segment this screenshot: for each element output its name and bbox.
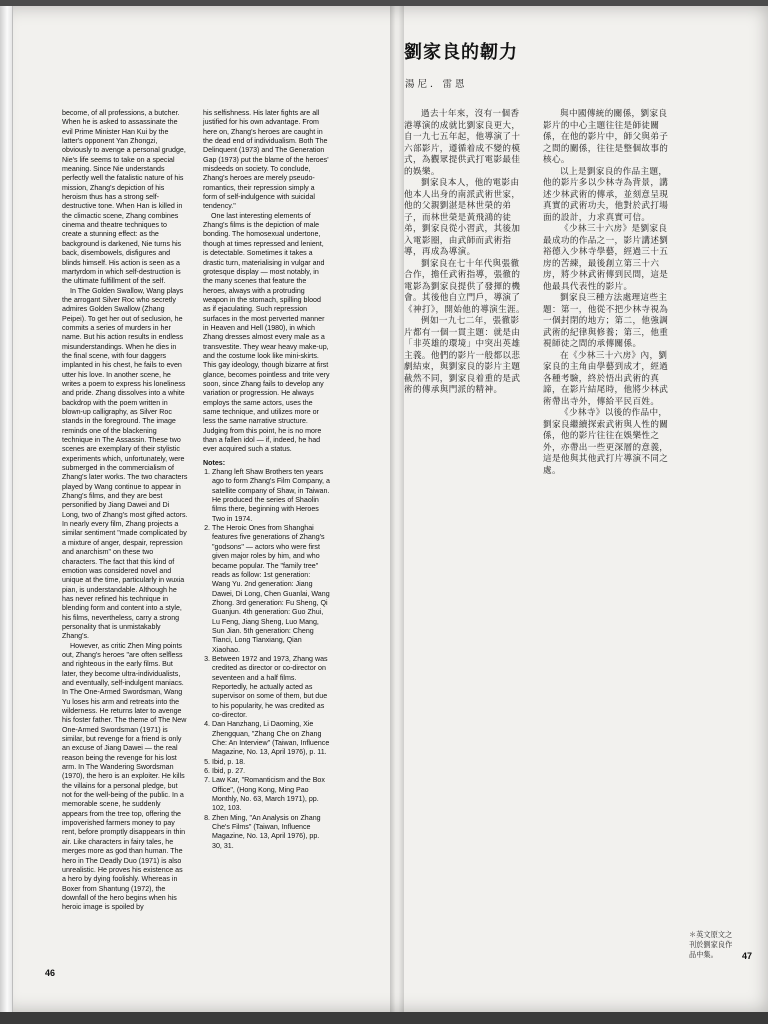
paragraph: In The Golden Swallow, Wang plays the arrogant Silver Roc who secretly admires Golden Swallow (Zhang Peipei). To get her out of seclusion, he commits a series of murders in her name. But his action results in endless misunderstandings. When he dies in the final scene, with four daggers implanted in his chest, he fails to even utter his love. In another scene, he writes a poem to express his loneliness and pride. Zhang dissolves into a white backdrop with the poem written in blown-up calligraphy, as Silver Roc stands in the foreground. The image reminds one of the blackening technique in The Assassin. These two scenes are exemplary of their stylistic experiments which, unfortunately, were submerged in the commercialism of Zhang's later works. The two characters played by Wang continue to appear in Zhang's films, and they are best personified by Jiang Dawei and Di Long, two of Zhang's most gifted actors. In nearly every film, Zhang projects a similar sentiment "made complicated by a mixture of anger, despair, repression and anarchism" on these two characters. The fact that this kind of emotion was considered novel and unique at the time, particularly in wuxia pian, is understandable. Although he has never refined his technique in blending form and content into a style, his films, nevertheless, carry a strong personality that is unmistakably Zhang's. [62,286,188,641]
notes-list [203,468,330,851]
paragraph: 以上是劉家良的作品主題，他的影片多以少林寺為背景，講述少林武術的傳承，並刻意呈現真實的武術功夫，他對於武打場面的設計，力求真實可信。 [543,166,669,223]
note-item: 3. Between 1972 and 1973, Zhang was credited as director or co-director on seventeen and a half films. Reportedly, he actually acted as supervisor on some of them, but due to his popularity, he was credited as co-director. [212,655,330,720]
paragraph: One last interesting elements of Zhang's films is the depiction of male bonding. The homosexual undertone, though at times repressed and lenient, is detectable. Sometimes it takes a drastic turn, materialising in vulgar and grotesque display — most notably, in the many scenes that feature the heroes, always with a protruding weapon in the stomach, spilling blood as if ejaculating. Such repression surfaces in the most perverted manner in Heaven and Hell (1980), in which Zhang dresses almost every male as a transvestite. They wear heavy make-up, and the costume look like mini-skirts. This gay ideology, though bizarre at first glance, becomes pointless and trite very soon, since Zhang fails to develop any variation or progression. He always employs the same actors, uses the same technique, and utilizes more or less the same narrative structure. Judging from this point, he is no more than a fallen idol — if, indeed, he had ever acquired such a status. [203,211,330,454]
paragraph: his selfishness. His later fights are all justified for his own advantage. From here on, Zhang's heroes are caught in the dead end of individualism. Both The Delinquent (1973) and The Generation Gap (1973) put the blame of the heroes' misdeeds on society. To conclude, Zhang's heroes are merely pseudo-romantics, their repression simply a form of self-indulgence with suicidal tendency." [203,109,329,211]
note-item: 2. The Heroic Ones from Shanghai features five generations of Zhang's "godsons" — actors who were first given major roles by him, and who became popular. The "family tree" reads as follow: 1st generation: Wang Yu. 2nd generation: Jiang Dawei, Di Long, Chen Guanlai, Wang Zhong. 3rd generation: Fu Sheng, Qi Guanjun. 4th generation: Guo Zhui, Lu Feng, Jiang Sheng, Luo Mang, Sun Jian. 5th generation: Cheng Tianci, Long Tianxiang, Qian Xiaohao. [212,524,330,655]
paragraph: However, as critic Zhen Ming points out, Zhang's heroes "are often selfless and righteous in the early films. But later, they become ultra-individualists, and eventually, self-indulgent maniacs. In The One-Armed Swordsman, Wang Yu loses his arm and retreats into the wilderness. He returns later to avenge his foster father. The theme of The New One-Armed Swordsman (1971) is similar, but revenge for a friend is only an excuse of Jiang Dawei — the real reason being the revenge for his lost arm. In The Wandering Swordsman (1970), the hero is an exploiter. He kills the villains for a personal pledge, but not for the well-being of the public. In a memorable scene, he suddenly appears from the tree top, offering the impoverished farmers money to pay rent, before promptly disappears in thin air. Like characters in fairy tales, he merges more as god than human. The hero in The Deadly Duo (1971) is also unrealistic. He proves his existence as a hero by dying foolishly. Whereas in Boxer from Shantung (1972), the downfall of the hero begins when his heroic image is spoiled by [62,641,187,912]
paragraph: become, of all professions, a butcher. When he is asked to assassinate the evil Prime Minister Han Kui by the latter's opponent Yan Zhongzi, obviously to avenge a personal grudge, Nie's life seems to take on a special meaning. Since Nie understands perfectly well the fatalistic nature of his mission, Zhang's depiction of his heroism thus has a strong self-destructive tone. When Han is killed in the climactic scene, Zhang combines cinema and theatre techniques to create a stunning effect: as the background is darkened, Nie turns his back, disembowels, disfigures and blinds himself. His action is seen as a martyrdom in which self-destruction is the ultimate fulfillment of the self. [62,109,186,286]
page-stack-edge [0,6,13,1012]
book-gutter [390,6,404,1012]
magazine-spread [0,6,768,1012]
note-item: 7. Law Kar, "Romanticism and the Box Office", (Hong Kong, Ming Pao Monthly, No. 63, March 1971), pp. 102, 103. [212,776,330,813]
paragraph: 與中國傳統的關係，劉家良影片的中心主題往往是師徒關係，在他的影片中，師父與弟子之間的關係，往往是整個故事的核心。 [543,109,669,165]
paragraph: 過去十年來，沒有一個香港導演的成就比劉家良更大，自一九七五年起，他導演了十六部影片，遵循着成不變的模式，為觀眾提供武打電影最佳的娛樂。 [404,109,521,177]
scan-bottom-edge [0,1012,768,1024]
article-author: 湯尼．雷恩 [405,79,468,90]
paragraph: 在《少林三十六房》內，劉家良的主角由學藝到成才，經過各種考驗，終於悟出武術的真諦，在影片結尾時，他將少林武術帶出寺外，傳給平民百姓。 [543,350,669,407]
note-item: 8. Zhen Ming, "An Analysis on Zhang Che's Films" (Taiwan, Influence Magazine, No. 13, April 1976), pp. 30, 31. [212,814,330,851]
paragraph: 《少林寺》以後的作品中，劉家良繼續探索武術與人性的關係，他的影片往往在娛樂性之外，亦帶出一些更深層的意義，這是他與其他武打片導演不同之處。 [543,408,669,476]
side-note: ＊英文原文之刊於劉家良作品中集。 [689,930,733,959]
paragraph: 劉家良在七十年代與張徹合作，擔任武術指導，張徹的電影為劉家良提供了發揮的機會。其後他自立門戶，導演了《神打》，開始他的導演生涯。 [404,258,525,315]
note-item: 4. Dan Hanzhang, Li Daoming, Xie Zhengquan, "Zhang Che on Zhang Che: An Interview" (Taiwan, Influence Magazine, No. 13, April 1976), p. 11. [212,720,330,757]
note-item: 5. Ibid, p. 18. [212,758,330,767]
article-title: 劉家良的韌力 [404,42,518,63]
right-column-2 [543,109,672,477]
paragraph: 劉家良三種方法處理這些主題：第一，他從不把少林寺視為一個封閉的地方；第二，他強調武術的紀律與修養；第三，他重視師徒之間的承傳關係。 [543,293,669,349]
paragraph: 《少林三十六房》是劉家良最成功的作品之一，影片講述劉裕德入少林寺學藝，經過三十五房的苦練，最後創立第三十六房，將少林武術傳到民間，這是他最具代表性的影片。 [543,224,669,292]
note-item: 1. Zhang left Shaw Brothers ten years ago to form Zhang's Film Company, a satellite company of Shaw, in Taiwan. He produced the series of Shaolin films there, beginning with Heroes Two in 1974. [212,468,330,524]
paragraph: 例如一九七二年，張徹影片都有一個一貫主題：就是由「非英雄的環境」中突出英雄主義。他們的影片一般都以悲劇結束，與劉家良的影片主題截然不同，劉家良着重的是武術的傳承與門派的精神。 [404,316,521,395]
paragraph: 劉家良本人，他的電影由他本人出身的南派武術世家，他的父親劉湛是林世榮的弟子，而林世榮是黃飛鴻的徒弟，劉家良從小習武，其後加入電影圈，由武師而武術指導，再成為導演。 [404,178,521,257]
left-column-2 [203,109,330,851]
right-page-number: 47 [742,951,753,961]
note-item: 6. Ibid, p. 27. [212,767,330,776]
right-column-1 [404,109,528,397]
left-column-1 [62,109,188,913]
left-page-number: 46 [45,968,56,978]
notes-heading: Notes: [203,458,226,467]
